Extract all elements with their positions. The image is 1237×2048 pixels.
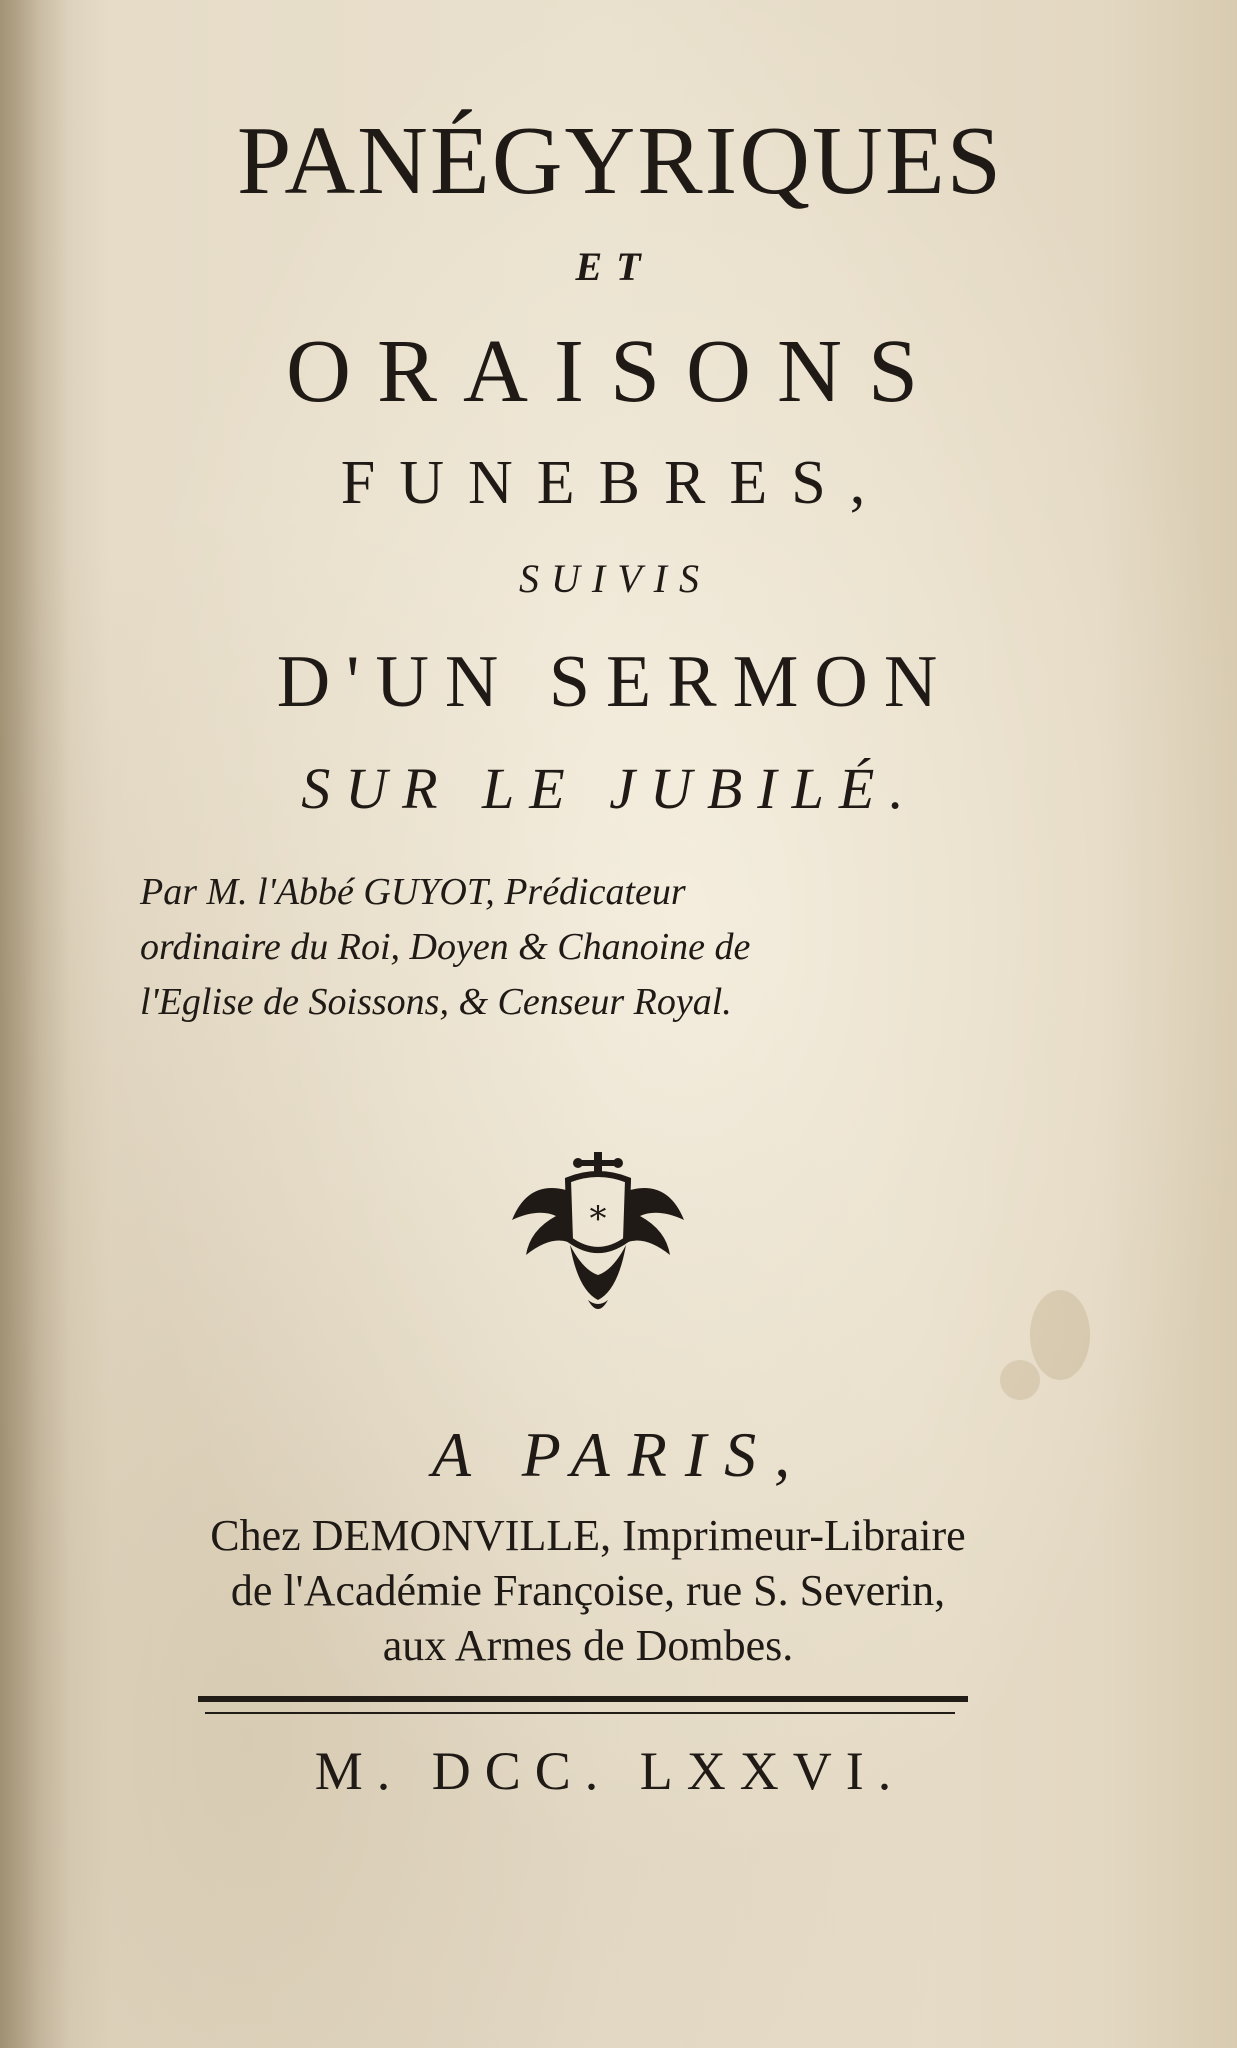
title-line-sermon: D'UN SERMON [276,641,954,723]
title-line-oraisons: ORAISONS [285,322,945,421]
imprint [108,1508,1068,1673]
imprint-line: aux Armes de Dombes. [382,1621,794,1670]
author-line: l'Eglise de Soissons, & Censeur Royal. [140,981,732,1023]
main-title: PANÉGYRIQUES [236,107,1004,215]
title-line-suivis: SUIVIS [519,556,711,601]
binding-gutter [0,0,70,2048]
author-line: Par M. l'Abbé GUYOT, Prédicateur [140,871,686,913]
title-conjunction: ET [575,244,655,289]
foxing-stain [1030,1290,1090,1380]
imprint-date: M. DCC. LXXVI. [314,1741,906,1801]
imprint-line: Chez DEMONVILLE, Imprimeur-Libraire [210,1511,966,1560]
printers-ornament-icon [508,1150,688,1320]
foxing-stain [1000,1360,1040,1400]
imprint-rule-thin [205,1712,955,1714]
title-line-jubile: SUR LE JUBILÉ. [301,756,919,821]
imprint-place: A PARIS, [431,1419,809,1490]
author-line: ordinaire du Roi, Doyen & Chanoine de [140,926,751,968]
svg-text:*: * [589,1199,607,1239]
imprint-line: de l'Académie Françoise, rue S. Severin, [230,1566,946,1615]
author-statement [140,865,1060,1030]
imprint-rule-thick [198,1696,968,1702]
title-line-funebres: FUNEBRES, [340,449,890,517]
